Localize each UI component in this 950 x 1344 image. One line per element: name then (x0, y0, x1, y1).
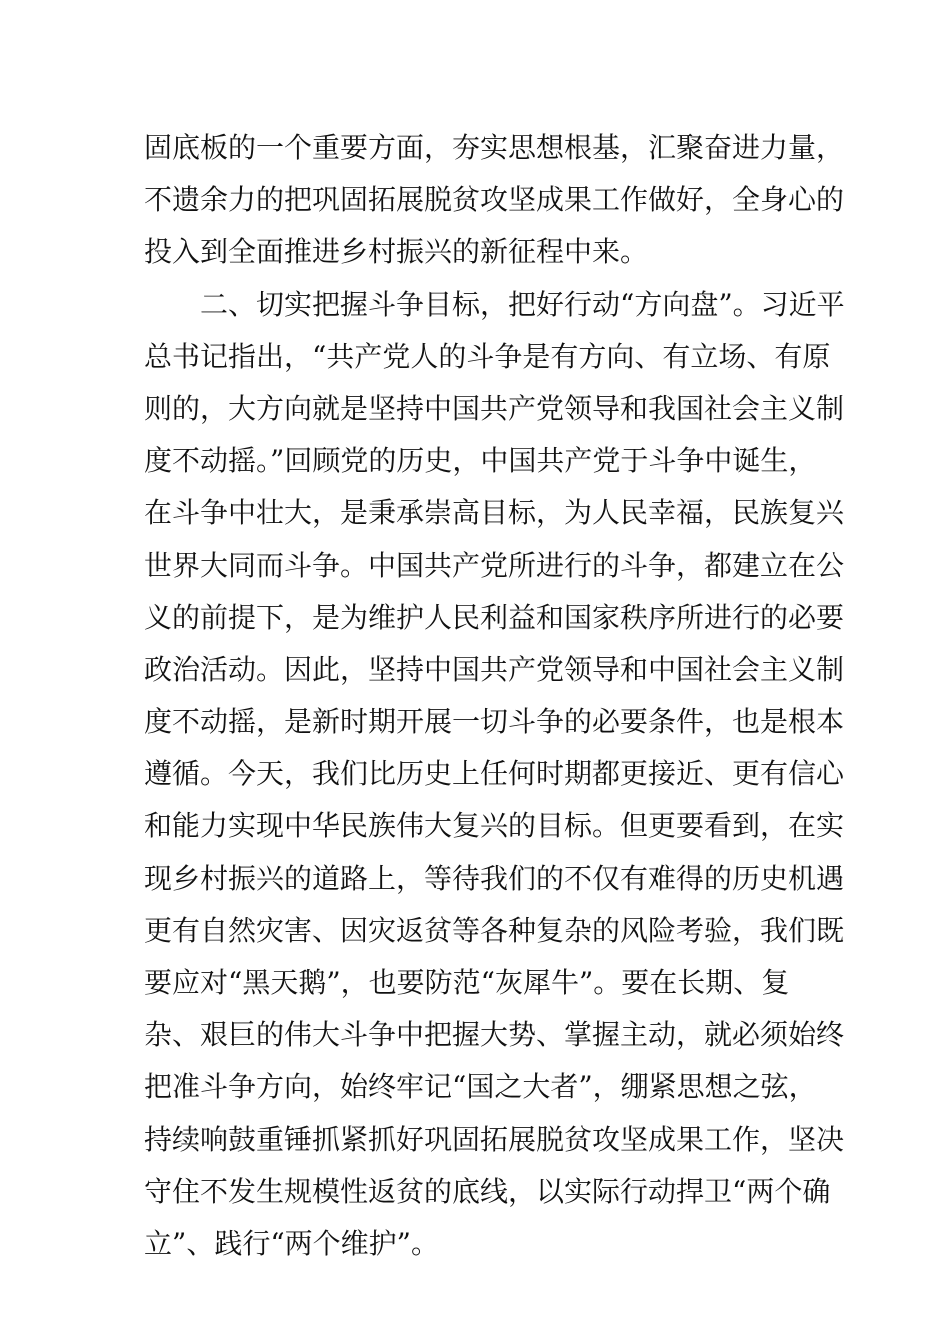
text-line: 和能力实现中华民族伟大复兴的目标。但更要看到，在实 (144, 809, 845, 843)
text-line: 在斗争中壮大，是秉承崇高目标，为人民幸福，民族复兴 (144, 496, 845, 530)
text-line: 要应对“黑天鹅”，也要防范“灰犀牛”。要在长期、复 (144, 966, 790, 999)
text-line: 不遗余力的把巩固拓展脱贫攻坚成果工作做好，全身心的 (144, 183, 845, 217)
text-line: 现乡村振兴的道路上，等待我们的不仅有难得的历史机遇 (144, 861, 845, 895)
text-line: 更有自然灾害、因灾返贫等各种复杂的风险考验，我们既 (144, 913, 845, 947)
text-line: 度不动摇，是新时期开展一切斗争的必要条件，也是根本 (144, 705, 845, 739)
text-line: 固底板的一个重要方面，夯实思想根基，汇聚奋进力量， (144, 131, 845, 164)
text-line: 守住不发生规模性返贫的底线，以实际行动捍卫“两个确 (144, 1174, 831, 1208)
text-line: 立”、践行“两个维护”。 (144, 1226, 439, 1260)
body-text (144, 122, 845, 1270)
text-line: 政治活动。因此，坚持中国共产党领导和中国社会主义制 (144, 652, 845, 686)
text-line: 持续响鼓重锤抓紧抓好巩固拓展脱贫攻坚成果工作，坚决 (144, 1122, 845, 1156)
text-line: 二、切实把握斗争目标，把好行动“方向盘”。习近平 (144, 287, 845, 321)
text-line: 杂、艰巨的伟大斗争中把握大势、掌握主动，就必须始终 (144, 1018, 845, 1052)
text-line: 总书记指出，“共产党人的斗争是有方向、有立场、有原 (144, 339, 831, 373)
text-line: 遵循。今天，我们比历史上任何时期都更接近、更有信心 (144, 757, 845, 791)
text-line: 义的前提下，是为维护人民利益和国家秩序所进行的必要 (144, 600, 845, 634)
text-line: 投入到全面推进乡村振兴的新征程中来。 (144, 235, 649, 269)
text-line: 度不动摇。”回顾党的历史，中国共产党于斗争中诞生， (144, 444, 817, 478)
text-line: 把准斗争方向，始终牢记“国之大者”，绷紧思想之弦， (144, 1070, 817, 1104)
text-line: 世界大同而斗争。中国共产党所进行的斗争，都建立在公 (144, 548, 845, 582)
text-line: 则的，大方向就是坚持中国共产党领导和我国社会主义制 (144, 391, 845, 425)
